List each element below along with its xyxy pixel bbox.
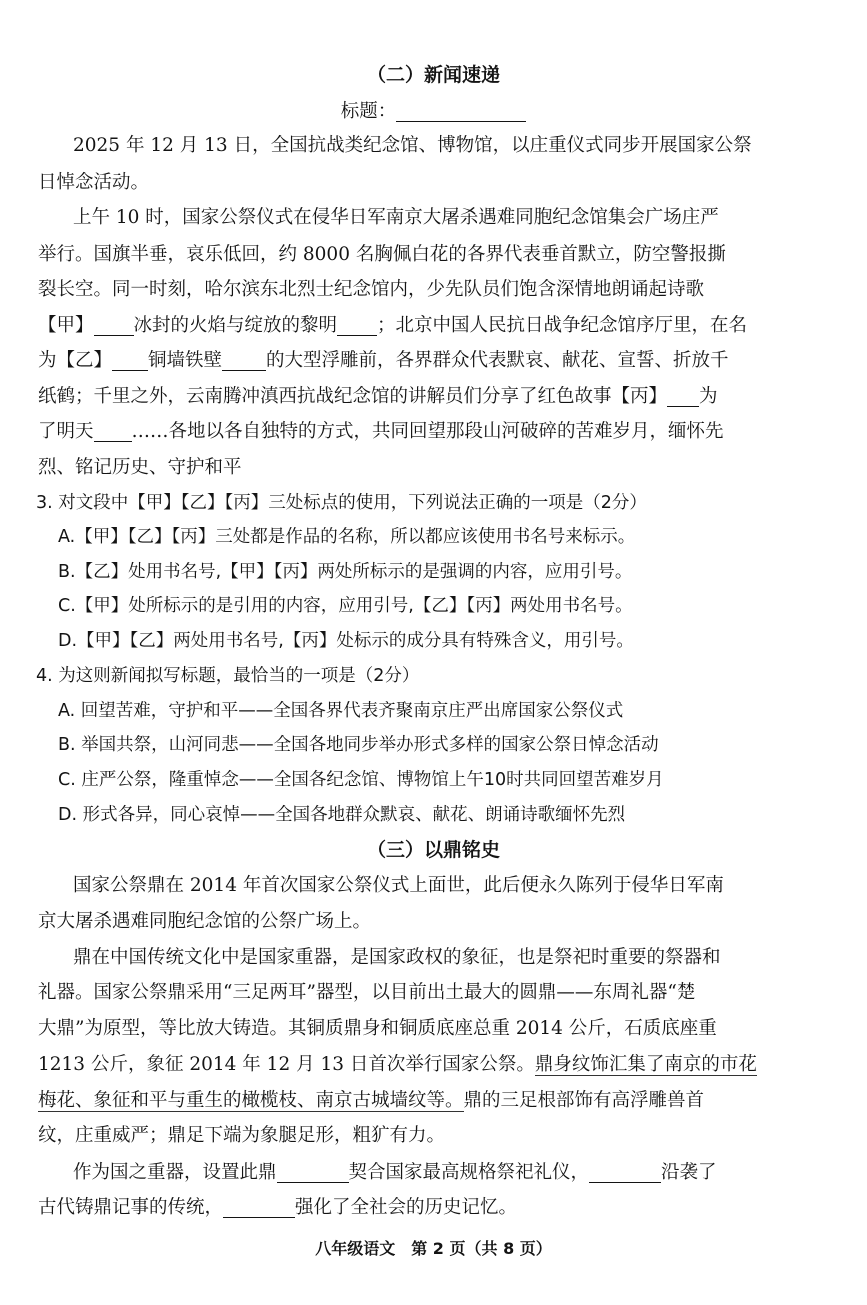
ding-paragraph-2-line-2: 礼器。国家公祭鼎采用“三足两耳”器型，以目前出土最大的圆鼎——东周礼器“楚 bbox=[38, 982, 696, 1003]
relief-title-yi: 铜墙铁壁 bbox=[148, 350, 223, 371]
connector-blank-2[interactable] bbox=[589, 1160, 661, 1183]
section-2-heading: （二）新闻速递 bbox=[366, 64, 500, 86]
news-paragraph-2-line-3: 裂长空。同一时刻，哈尔滨东北烈士纪念馆内，少先队员们饱含深情地朗诵起诗歌 bbox=[38, 279, 705, 300]
blank-yi-open[interactable] bbox=[112, 348, 148, 371]
question-4-option-d[interactable]: D. 形式各异，同心哀悼——全国各地群众默哀、献花、朗诵诗歌缅怀先烈 bbox=[58, 805, 626, 825]
news-paragraph-2-line-5 bbox=[0, 344, 867, 378]
title-label: 标题： bbox=[340, 101, 397, 122]
section-3-heading: （三）以鼎铭史 bbox=[366, 839, 500, 861]
ding-paragraph-2-line-3: 大鼎”为原型，等比放大铸造。其铜质鼎身和铜质底座总重 2014 公斤，石质底座重 bbox=[38, 1018, 717, 1039]
blank-bing-open[interactable] bbox=[667, 384, 699, 407]
title-blank[interactable] bbox=[396, 99, 526, 122]
news-paragraph-1-line-2: 日悼念活动。 bbox=[38, 172, 150, 193]
question-3-stem: 3. 对文段中【甲】【乙】【丙】三处标点的使用，下列说法正确的一项是（2分） bbox=[36, 493, 647, 513]
question-4-option-b[interactable]: B. 举国共祭，山河同悲——全国各地同步举办形式多样的国家公祭日悼念活动 bbox=[58, 735, 659, 755]
news-line-5-rest: 的大型浮雕前，各界群众代表默哀、献花、宣誓、折放千 bbox=[266, 350, 729, 371]
title-line bbox=[0, 95, 867, 129]
ding-paragraph-2-line-1: 鼎在中国传统文化中是国家重器，是国家政权的象征，也是祭祀时重要的祭器和 bbox=[73, 947, 721, 968]
news-paragraph-2-line-7 bbox=[0, 415, 867, 449]
news-line-4-rest: ；北京中国人民抗日战争纪念馆序厅里，在名 bbox=[377, 315, 748, 336]
question-4-stem: 4. 为这则新闻拟写标题，最恰当的一项是（2分） bbox=[36, 666, 420, 686]
news-paragraph-2-line-4 bbox=[0, 309, 867, 343]
question-3-option-a[interactable]: A.【甲】【乙】【丙】三处都是作品的名称，所以都应该使用书名号来标示。 bbox=[58, 527, 636, 547]
mark-jia: 【甲】 bbox=[38, 315, 94, 336]
ding-line-4-text: 1213 公斤，象征 2014 年 12 月 13 日首次举行国家公祭。 bbox=[38, 1054, 535, 1075]
question-3-option-d[interactable]: D.【甲】【乙】两处用书名号,【丙】处标示的成分具有特殊含义，用引号。 bbox=[58, 631, 634, 651]
question-3-option-c[interactable]: C.【甲】处所标示的是引用的内容，应用引号,【乙】【丙】两处用书名号。 bbox=[58, 596, 633, 616]
ding-line-5-rest: 鼎的三足根部饰有高浮雕兽首 bbox=[463, 1090, 705, 1111]
poem-title-jia: 冰封的火焰与绽放的黎明 bbox=[133, 315, 338, 336]
ding-paragraph-1-line-2: 京大屠杀遇难同胞纪念馆的公祭广场上。 bbox=[38, 911, 372, 932]
news-paragraph-2-line-2: 举行。国旗半垂，哀乐低回，约 8000 名胸佩白花的各界代表垂首默立，防空警报撕 bbox=[38, 244, 726, 265]
news-line-6-text: 纸鹤；千里之外，云南腾冲滇西抗战纪念馆的讲解员们分享了红色故事【丙】 bbox=[38, 386, 668, 407]
question-4-option-a[interactable]: A. 回望苦难，守护和平——全国各界代表齐聚南京庄严出席国家公祭仪式 bbox=[58, 701, 624, 721]
news-paragraph-2-line-1: 上午 10 时，国家公祭仪式在侵华日军南京大屠杀遇难同胞纪念馆集会广场庄严 bbox=[73, 207, 719, 228]
blank-jia-close[interactable] bbox=[337, 313, 377, 336]
question-4-option-c[interactable]: C. 庄严公祭，隆重悼念——全国各纪念馆、博物馆上午10时共同回望苦难岁月 bbox=[58, 770, 664, 790]
story-title-bing-start: 为 bbox=[699, 386, 718, 407]
ding-paragraph-2-line-4 bbox=[0, 1048, 867, 1082]
underlined-sentence-part-1: 鼎身纹饰汇集了南京的市花 bbox=[534, 1054, 757, 1075]
ding-p3-text-2: 契合国家最高规格祭祀礼仪， bbox=[348, 1162, 590, 1183]
connector-blank-1[interactable] bbox=[277, 1160, 349, 1183]
ding-p3-text-4: 古代铸鼎记事的传统， bbox=[38, 1197, 224, 1218]
ding-p3-text-3: 沿袭了 bbox=[661, 1162, 717, 1183]
news-paragraph-2-line-6 bbox=[0, 380, 867, 414]
ding-paragraph-2-line-6: 纹，庄重威严；鼎足下端为象腿足形，粗犷有力。 bbox=[38, 1125, 446, 1146]
ding-paragraph-3-line-1 bbox=[0, 1156, 867, 1190]
ding-p3-text-5: 强化了全社会的历史记忆。 bbox=[295, 1197, 518, 1218]
page-footer: 八年级语文 第 2 页（共 8 页） bbox=[315, 1239, 552, 1258]
blank-jia-open[interactable] bbox=[94, 313, 134, 336]
connector-blank-3[interactable] bbox=[223, 1195, 295, 1218]
question-3-option-b[interactable]: B.【乙】处用书名号,【甲】【丙】两处所标示的是强调的内容，应用引号。 bbox=[58, 562, 633, 582]
underlined-sentence-part-2: 梅花、象征和平与重生的橄榄枝、南京古城墙纹等。 bbox=[38, 1090, 464, 1111]
story-title-bing-end: 了明天 bbox=[38, 421, 94, 442]
news-paragraph-2-line-8: 烈、铭记历史、守护和平 bbox=[38, 457, 242, 478]
news-line-7-rest: ……各地以各自独特的方式，共同回望那段山河破碎的苦难岁月，缅怀先 bbox=[131, 421, 724, 442]
ding-p3-text-1: 作为国之重器，设置此鼎 bbox=[73, 1162, 277, 1183]
blank-yi-close[interactable] bbox=[222, 348, 266, 371]
news-paragraph-1-line-1: 2025 年 12 月 13 日，全国抗战类纪念馆、博物馆，以庄重仪式同步开展国家公祭 bbox=[73, 135, 752, 156]
ding-paragraph-3-line-2 bbox=[0, 1191, 867, 1225]
ding-paragraph-2-line-5 bbox=[0, 1084, 867, 1118]
ding-paragraph-1-line-1: 国家公祭鼎在 2014 年首次国家公祭仪式上面世，此后便永久陈列于侵华日军南 bbox=[73, 875, 724, 896]
blank-bing-close[interactable] bbox=[94, 419, 132, 442]
mark-yi: 为【乙】 bbox=[38, 350, 113, 371]
